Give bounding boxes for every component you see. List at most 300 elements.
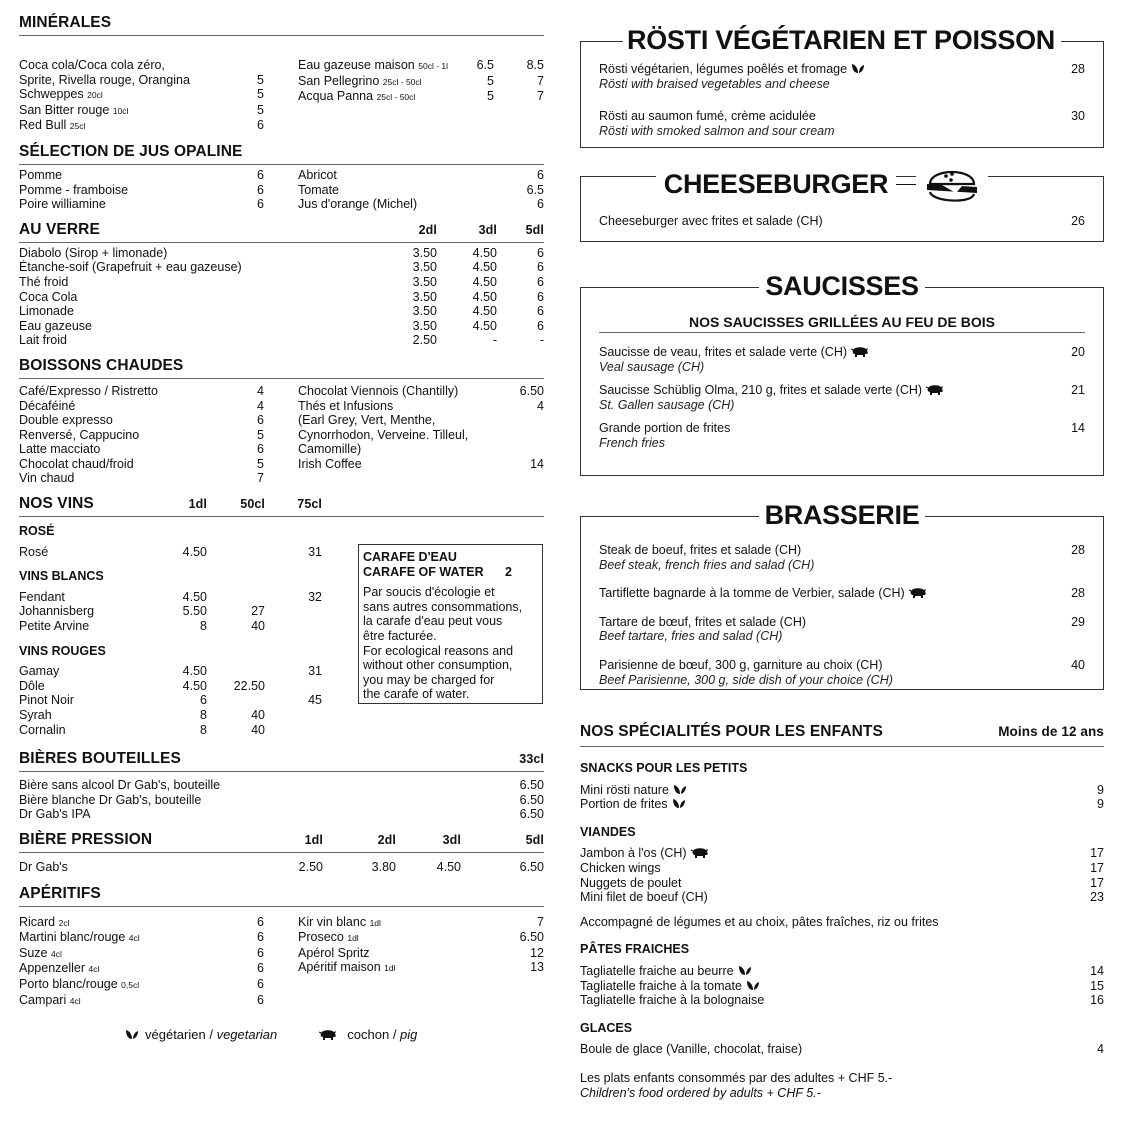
dish-item	[581, 109, 1103, 138]
item-price: 8.5	[526, 58, 544, 72]
dish-name: Rösti végétarien, légumes poêlés et fromage	[599, 62, 865, 77]
item-price: 40	[251, 708, 265, 722]
dish-item	[581, 62, 1103, 91]
carafe-box	[358, 544, 543, 704]
item-name: Pomme	[19, 167, 63, 182]
dish-name: Saucisse de veau, frites et salade verte (CH)	[599, 345, 869, 360]
menu-item	[580, 964, 1104, 979]
item-price: 7	[537, 73, 544, 88]
section-header	[19, 750, 544, 772]
section-title: APÉRITIFS	[19, 884, 101, 902]
dish-name-en: Rösti with braised vegetables and cheese	[599, 76, 830, 91]
item-name: Bière blanche Dr Gab's, bouteille	[19, 792, 202, 807]
menu-item	[298, 183, 544, 198]
item-size: 10cl	[112, 105, 129, 116]
item-name: Pomme - framboise	[19, 182, 129, 197]
item-price: 27	[251, 604, 265, 619]
item-name: Sprite, Rivella rouge, Orangina	[19, 72, 190, 87]
item-price: 45	[308, 693, 322, 708]
item-price: 3.50	[412, 260, 437, 275]
dish-name-en: Veal sausage (CH)	[599, 359, 705, 374]
item-name: Dr Gab's	[19, 859, 68, 874]
item-name: Dr Gab's IPA	[19, 807, 91, 822]
column-header: 5dl	[525, 222, 544, 237]
column-header: 2dl	[418, 222, 437, 237]
dish-name: Tartare de bœuf, frites et salade (CH)	[599, 614, 807, 629]
item-size: 50cl - 1l	[418, 61, 448, 71]
item-price: 6.50	[519, 778, 544, 793]
item-name: Mini rösti nature	[580, 783, 1097, 798]
pig-icon	[691, 847, 709, 858]
menu-item	[19, 333, 544, 348]
item-price	[207, 664, 265, 679]
dish-name: Tartiflette bagnarde à la tomme de Verbier, salade (CH)	[599, 586, 927, 601]
item-price: 16	[1090, 993, 1104, 1008]
menu-item	[19, 73, 264, 88]
item-price	[265, 708, 322, 723]
wine-group-title: VINS ROUGES	[19, 643, 106, 658]
menu-item	[580, 993, 1104, 1008]
item-name: Lait froid	[19, 333, 67, 348]
item-price	[207, 693, 265, 708]
dish-price: 28	[1071, 586, 1085, 601]
dish-name-en: Beef steak, french fries and salad (CH)	[599, 557, 815, 572]
item-price: 5	[257, 427, 264, 442]
item-price: 6.50	[519, 930, 544, 945]
menu-item	[298, 399, 544, 414]
carafe-title: CARAFE D'EAU	[363, 550, 457, 565]
legend-vegetarian: végétarien / vegetarian	[125, 1028, 277, 1043]
item-name: Irish Coffee	[298, 456, 362, 471]
item-price: 4.50	[472, 318, 497, 333]
wine-group-title: VINS BLANCS	[19, 569, 104, 584]
leaf-icon	[672, 798, 686, 809]
leaf-icon	[738, 965, 752, 976]
item-name: Jus d'orange (Michel)	[298, 197, 418, 212]
menu-item	[19, 275, 544, 290]
item-price: 4.50	[472, 289, 497, 304]
item-price	[265, 619, 322, 634]
section-title: RÖSTI VÉGÉTARIEN ET POISSON	[623, 25, 1061, 55]
item-price: 4.50	[472, 304, 497, 319]
item-price: 9	[1097, 782, 1104, 797]
pig-icon	[926, 384, 944, 395]
item-price: 6	[257, 442, 264, 457]
item-name: Jambon à l'os (CH)	[580, 846, 1090, 861]
item-price: 40	[251, 722, 265, 737]
item-price: 3.50	[412, 274, 437, 289]
dish-item	[581, 658, 1103, 687]
item-price	[265, 723, 322, 738]
item-name: Abricot	[298, 167, 337, 182]
carafe-text-line: être facturée.	[363, 629, 437, 644]
dish-item	[581, 214, 1103, 229]
item-name: San Pellegrino 25cl - 50cl	[298, 73, 422, 88]
carafe-text-line: Par soucis d'écologie et	[363, 585, 495, 600]
kids-note: Accompagné de légumes et au choix, pâtes fraîches, riz ou frites	[580, 914, 939, 929]
dish-name-en: Beef tartare, fries and salad (CH)	[599, 629, 783, 644]
item-name: Vin chaud	[19, 471, 75, 486]
food-column	[580, 20, 1104, 1100]
item-price: 6	[537, 274, 544, 289]
item-price: 6	[537, 318, 544, 333]
section-header	[19, 143, 544, 165]
item-price: 6	[257, 976, 264, 991]
section-header	[581, 271, 1103, 301]
item-price: -	[539, 333, 544, 348]
menu-item	[298, 197, 544, 212]
menu-item	[19, 304, 544, 319]
column-header: 33cl	[519, 752, 544, 767]
dish-name: Cheeseburger avec frites et salade (CH)	[599, 214, 823, 228]
menu-item	[298, 915, 544, 931]
item-price: 4	[1097, 1042, 1104, 1057]
menu-item	[19, 693, 322, 708]
item-price: 4.50	[436, 859, 461, 874]
section-enfants	[580, 723, 1104, 1100]
item-size: 1dl	[347, 933, 359, 944]
item-name: Appenzeller 4cl	[19, 961, 100, 976]
item-name: Limonade	[19, 304, 74, 319]
menu-item	[19, 428, 264, 443]
item-price: 6.5	[476, 58, 494, 72]
item-name: Thés et Infusions	[298, 398, 394, 413]
kids-group-title: VIANDES	[580, 824, 636, 839]
section-header	[19, 885, 544, 907]
item-price: -	[492, 333, 497, 348]
kids-group-title: PÂTES FRAICHES	[580, 942, 690, 957]
menu-item	[298, 930, 544, 946]
menu-item	[19, 384, 264, 399]
item-price: 6.50	[519, 807, 544, 822]
item-name: Tagliatelle fraiche à la tomate	[580, 979, 1090, 994]
wine-group-title: ROSÉ	[19, 524, 55, 539]
dish-name-en: Beef Parisienne, 300 g, side dish of your choice (CH)	[599, 672, 893, 687]
item-name: Bière sans alcool Dr Gab's, bouteille	[19, 778, 221, 793]
dish-item	[581, 586, 1103, 601]
item-price: 7	[257, 471, 264, 486]
item-price: 4.50	[182, 589, 207, 604]
item-price: 9	[1097, 797, 1104, 812]
item-price: 6	[257, 961, 264, 976]
section-header	[581, 160, 1103, 208]
item-price: 14	[1090, 963, 1104, 978]
item-price: 3.50	[412, 318, 437, 333]
item-name: Café/Expresso / Ristretto	[19, 383, 158, 398]
menu-item	[580, 797, 1104, 812]
item-name: Eau gazeuse maison 50cl - 1l	[298, 58, 448, 72]
column-header: 1dl	[188, 497, 207, 512]
item-name: Suze 4cl	[19, 945, 62, 960]
item-price: 4	[537, 398, 544, 413]
item-price: 4.50	[472, 245, 497, 260]
item-price: 6.50	[519, 383, 544, 398]
item-price: 8	[200, 722, 207, 737]
item-name: Nuggets de poulet	[580, 875, 682, 890]
section-brasserie	[580, 500, 1104, 690]
menu-item	[19, 993, 264, 1009]
item-name: Camomille)	[298, 442, 362, 457]
item-name: Poire williamine	[19, 197, 106, 212]
item-price: 13	[530, 960, 544, 975]
item-price: 23	[1090, 890, 1104, 905]
carafe-text-line: sans autres consommations,	[363, 599, 523, 614]
menu-item	[580, 979, 1104, 994]
item-price: 5	[257, 102, 264, 117]
dish-price: 21	[1071, 383, 1085, 398]
menu-item	[19, 619, 322, 634]
pig-icon	[851, 346, 869, 357]
item-size: 25cl - 50cl	[376, 92, 416, 103]
item-price: 6	[257, 197, 264, 212]
pig-icon	[319, 1029, 337, 1040]
menu-item	[19, 319, 544, 334]
section-header	[580, 723, 1104, 747]
item-price: 3.50	[412, 245, 437, 260]
carafe-price: 2	[505, 564, 512, 579]
dish-item	[581, 345, 1103, 374]
item-name: Gamay	[19, 664, 60, 679]
item-price: 6	[257, 167, 264, 182]
menu-item	[580, 846, 1104, 861]
adult-surcharge-note: Les plats enfants consommés par des adultes + CHF 5.- Children's food ordered by adults + CHF 5.-	[580, 1070, 893, 1100]
section-title: SAUCISSES	[759, 271, 924, 301]
section-title: NOS SPÉCIALITÉS POUR LES ENFANTS	[580, 723, 883, 740]
menu-item	[19, 778, 544, 793]
item-name: Renversé, Cappucino	[19, 427, 140, 442]
item-price: 31	[308, 664, 322, 679]
item-name: Chocolat chaud/froid	[19, 456, 134, 471]
item-price: 5	[487, 89, 494, 104]
section-header	[19, 357, 544, 379]
section-header	[581, 25, 1103, 55]
section-bieres-bouteilles	[19, 750, 544, 822]
item-price: 6	[537, 167, 544, 182]
item-price: 5	[257, 87, 264, 102]
menu-item	[19, 590, 322, 605]
section-au-verre	[19, 221, 544, 348]
dish-price: 28	[1071, 62, 1085, 76]
section-aperitifs	[19, 885, 544, 1009]
column-header: 2dl	[377, 832, 396, 847]
item-price: 6	[257, 945, 264, 960]
menu-item	[19, 807, 544, 822]
item-price	[265, 604, 322, 619]
age-limit: Moins de 12 ans	[998, 724, 1104, 739]
section-minerales	[19, 14, 544, 134]
item-name: Coca Cola	[19, 289, 78, 304]
item-name: Cornalin	[19, 722, 66, 737]
item-name: Chocolat Viennois (Chantilly)	[298, 383, 459, 398]
item-name: Décaféiné	[19, 398, 76, 413]
item-name: Tomate	[298, 182, 339, 197]
item-name: Thé froid	[19, 274, 69, 289]
section-title: BIÈRES BOUTEILLES	[19, 750, 181, 768]
menu-item	[298, 413, 544, 428]
menu-item	[19, 545, 322, 560]
item-price: 4.50	[182, 544, 207, 559]
dish-name-en: St. Gallen sausage (CH)	[599, 397, 735, 412]
item-size: 25cl - 50cl	[382, 76, 422, 87]
menu-item	[298, 74, 544, 90]
burger-icon	[916, 160, 988, 208]
menu-item	[19, 103, 264, 119]
menu-item	[19, 708, 322, 723]
menu-item	[19, 604, 322, 619]
item-name: Double expresso	[19, 413, 113, 428]
item-size: 25cl	[69, 121, 86, 132]
item-price: 6	[200, 693, 207, 708]
item-name: Chicken wings	[580, 860, 661, 875]
item-name: Kir vin blanc 1dl	[298, 914, 381, 929]
item-name: Dôle	[19, 678, 45, 693]
dish-item	[581, 615, 1103, 644]
section-title: BRASSERIE	[759, 500, 926, 530]
dish-price: 30	[1071, 109, 1085, 124]
section-header	[19, 14, 544, 36]
item-name: Syrah	[19, 708, 52, 722]
item-price: 7	[537, 914, 544, 929]
item-price: 2.50	[298, 859, 323, 874]
item-price: 8	[200, 708, 207, 722]
menu-item	[19, 246, 544, 261]
menu-item	[580, 861, 1104, 876]
section-title: BIÈRE PRESSION	[19, 830, 153, 848]
menu-item	[19, 399, 264, 414]
dish-price: 20	[1071, 345, 1085, 359]
menu-item	[298, 442, 544, 457]
item-price: 32	[308, 589, 322, 604]
menu-item	[19, 260, 544, 275]
legend-pig: cochon / pig	[319, 1028, 417, 1043]
item-price: 40	[251, 619, 265, 634]
item-price: 7	[537, 89, 544, 104]
dish-item	[581, 421, 1103, 450]
item-price: 4	[257, 398, 264, 413]
menu-item	[298, 457, 544, 472]
item-price: 8	[200, 619, 207, 634]
dish-item	[581, 543, 1103, 572]
item-size: 2cl	[58, 917, 70, 928]
menu-item	[19, 679, 322, 694]
item-name: Latte macciato	[19, 442, 101, 457]
menu-item	[298, 58, 544, 74]
section-cheeseburger	[580, 169, 1104, 242]
item-size: 4cl	[88, 964, 100, 975]
menu-item	[19, 961, 264, 977]
drinks-column	[19, 14, 544, 1043]
menu-item	[298, 89, 544, 105]
menu-item	[19, 87, 264, 103]
item-price: 6	[537, 197, 544, 212]
item-name: Porto blanc/rouge 0,5cl	[19, 976, 140, 991]
item-price: 15	[1090, 978, 1104, 993]
section-vins	[19, 495, 544, 737]
menu-item	[19, 723, 322, 738]
menu-item	[19, 946, 264, 962]
item-price: 4.50	[472, 260, 497, 275]
item-price	[207, 545, 265, 560]
dish-name: Grande portion de frites	[599, 421, 731, 436]
dish-price: 29	[1071, 614, 1085, 629]
item-price: 17	[1090, 860, 1104, 875]
menu-item	[298, 168, 544, 183]
dish-name: Parisienne de bœuf, 300 g, garniture au choix (CH)	[599, 657, 883, 672]
leaf-icon	[746, 980, 760, 991]
item-name: Mini filet de boeuf (CH)	[580, 890, 708, 905]
item-price: 5.50	[182, 604, 207, 619]
column-header: 3dl	[478, 222, 497, 237]
item-price: 6.50	[519, 792, 544, 807]
item-name: Eau gazeuse	[19, 318, 92, 333]
item-price: 3.50	[412, 289, 437, 304]
carafe-title-en: CARAFE OF WATER	[363, 564, 484, 579]
item-price: 6	[257, 413, 264, 428]
dish-name-en: French fries	[599, 435, 665, 450]
carafe-text-line: la carafe d'eau peut vous	[363, 614, 503, 629]
menu-item	[298, 428, 544, 443]
dish-price: 26	[1071, 214, 1085, 228]
section-rosti	[580, 25, 1104, 148]
item-price: 5	[257, 72, 264, 87]
menu-item	[19, 442, 264, 457]
pig-icon	[909, 587, 927, 598]
item-price: 31	[308, 544, 322, 559]
item-name: Petite Arvine	[19, 619, 90, 634]
section-title: AU VERRE	[19, 220, 100, 238]
item-price: 14	[530, 456, 544, 471]
item-name: Apéritif maison 1dl	[298, 960, 396, 975]
dish-price: 14	[1071, 421, 1085, 436]
menu-item	[580, 783, 1104, 798]
item-name: Campari 4cl	[19, 992, 81, 1007]
carafe-text-line: without other consumption,	[363, 658, 513, 673]
column-header: 5dl	[525, 832, 544, 847]
section-title: NOS VINS	[19, 495, 94, 513]
item-price: 6	[257, 182, 264, 197]
item-price	[207, 590, 265, 605]
item-size: 4cl	[128, 933, 140, 944]
item-name: San Bitter rouge 10cl	[19, 102, 129, 117]
item-price: 17	[1090, 875, 1104, 890]
item-price	[265, 679, 322, 694]
carafe-text-line: For ecological reasons and	[363, 643, 514, 658]
item-price: 4.50	[182, 664, 207, 679]
section-header	[581, 500, 1103, 530]
menu-item	[19, 413, 264, 428]
menu-item	[19, 664, 322, 679]
menu-item	[19, 197, 264, 212]
item-size: 0,5cl	[121, 979, 140, 990]
item-name: Boule de glace (Vanille, chocolat, fraise)	[580, 1042, 803, 1057]
menu-item	[19, 457, 264, 472]
item-price: 4.50	[472, 274, 497, 289]
dish-name: Saucisse Schüblig Olma, 210 g, frites et salade verte (CH)	[599, 383, 944, 398]
item-name: Tagliatelle fraiche au beurre	[580, 964, 1090, 979]
item-name: Johannisberg	[19, 604, 95, 619]
menu-item	[19, 977, 264, 993]
menu-item	[298, 384, 544, 399]
item-name: Ricard 2cl	[19, 914, 70, 929]
item-name: Portion de frites	[580, 797, 1097, 812]
menu-item	[19, 860, 544, 875]
menu-item	[19, 915, 264, 931]
column-header: 1dl	[304, 832, 323, 847]
dish-price: 28	[1071, 543, 1085, 557]
item-size: 20cl	[87, 90, 103, 101]
item-price: 6	[537, 245, 544, 260]
menu-item	[19, 118, 264, 134]
